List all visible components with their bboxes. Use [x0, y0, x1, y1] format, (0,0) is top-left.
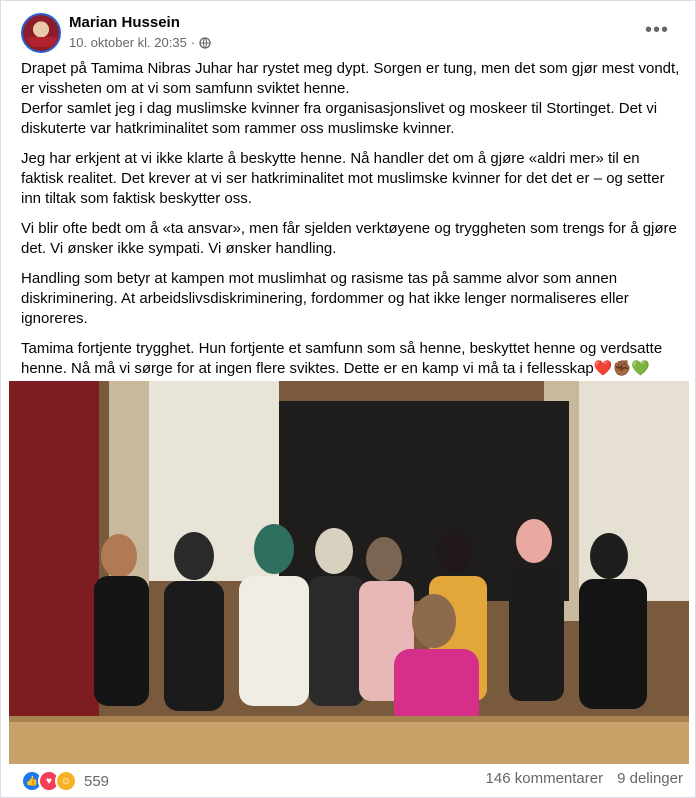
- post-paragraph-5-text: Tamima fortjente trygghet. Hun fortjente et samfunn som så henne, beskyttet henne og verdsatte henne. Nå må vi sørge for at ingen flere sviktes. Dette er en kamp vi må ta i fellesskap: [21, 340, 663, 377]
- post-paragraph-5: [21, 339, 681, 379]
- post-text: [21, 59, 681, 389]
- care-reaction-icon: ☺: [55, 770, 77, 792]
- author-avatar[interactable]: [21, 13, 61, 53]
- reactions-summary[interactable]: [21, 770, 109, 792]
- author-name[interactable]: Marian Hussein: [69, 14, 180, 31]
- more-options-icon[interactable]: •••: [644, 19, 669, 41]
- post-paragraph-1: Drapet på Tamima Nibras Juhar har rystet meg dypt. Sorgen er tung, men det som gjør mest vondt, er vissheten om at vi som samfunn sviktet henne. Derfor samlet jeg i dag muslimske kvinner fra organisasjonslivet og moskeer til Stortinget. Det vi diskuterte var hatkriminalitet som rammer oss muslimske kvinner.: [21, 60, 680, 137]
- meta-separator: ·: [190, 35, 196, 50]
- comments-count[interactable]: 146 kommentarer: [485, 770, 604, 787]
- like-reaction-icon: 👍: [21, 770, 43, 792]
- reaction-count[interactable]: 559: [84, 772, 110, 790]
- love-reaction-icon: ♥: [38, 770, 60, 792]
- post-header: [21, 13, 683, 57]
- post-paragraph-4: Handling som betyr at kampen mot muslimhat og rasisme tas på samme alvor som annen diskriminering. At arbeidslivsdiskriminering, fordommer og hat ikke lenger normaliseres eller ignoreres.: [21, 270, 629, 327]
- globe-icon[interactable]: [199, 37, 211, 49]
- post-paragraph-3: Vi blir ofte bedt om å «ta ansvar», men får sjelden verktøyene og tryggheten som trengs for å gjøre det. Vi ønsker ikke sympati. Vi ønsker handling.: [21, 220, 677, 257]
- shares-count[interactable]: 9 delinger: [617, 770, 683, 787]
- post-timestamp[interactable]: 10. oktober kl. 20:35: [69, 35, 187, 50]
- post-photo[interactable]: [9, 381, 689, 764]
- emoji-suffix: ❤️✊🏾💚: [593, 360, 650, 377]
- engagement-counts: [486, 770, 683, 787]
- post-footer: [21, 767, 683, 795]
- post-meta: [69, 35, 211, 50]
- post-paragraph-2: Jeg har erkjent at vi ikke klarte å beskytte henne. Nå handler det om å gjøre «aldri mer» til en faktisk realitet. Det krever at vi ser hatkriminalitet mot muslimske kvinner for det det er – og setter inn tiltak som faktisk beskytter oss.: [21, 150, 665, 207]
